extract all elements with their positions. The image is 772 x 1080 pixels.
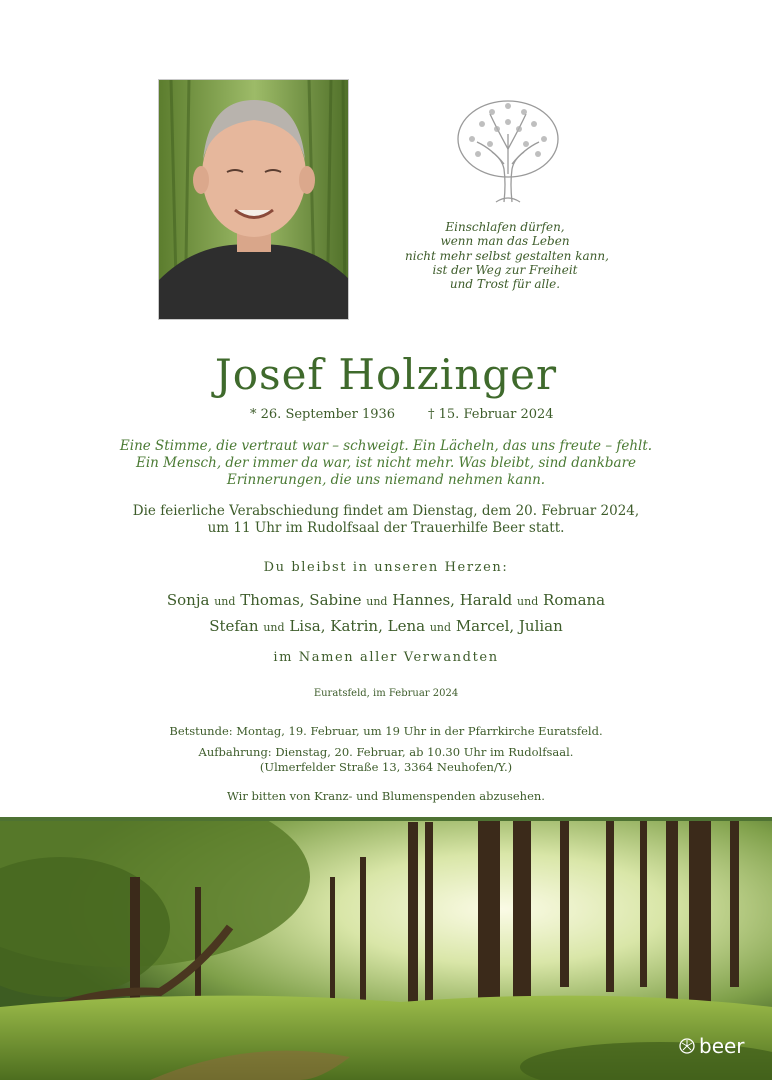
beer-logo xyxy=(678,1034,745,1058)
conjunction: und xyxy=(214,595,236,608)
mourner-names: Hannes, Harald xyxy=(392,591,513,609)
ceremony-announcement xyxy=(0,503,772,537)
forest-image xyxy=(0,817,772,1080)
portrait-photo xyxy=(158,79,349,320)
forest-illustration xyxy=(0,817,772,1080)
birth-date: * 26. September 1936 xyxy=(250,407,396,422)
memorial-verse xyxy=(0,438,772,489)
verse-line: Erinnerungen, die uns niemand nehmen kann. xyxy=(226,472,546,488)
mourner-names: Stefan xyxy=(209,617,259,635)
quote-line: ist der Weg zur Freiheit xyxy=(432,262,578,277)
death-date: † 15. Februar 2024 xyxy=(428,407,554,422)
verse-line: Eine Stimme, die vertraut war – schweigt. Ein Lächeln, das uns freute – fehlt. xyxy=(119,438,653,454)
quote-line: und Trost für alle. xyxy=(449,277,561,292)
mourner-names: Romana xyxy=(543,591,606,609)
place-date: Euratsfeld, im Februar 2024 xyxy=(313,688,459,699)
deceased-name: Josef Holzinger xyxy=(214,350,558,399)
mourners-row xyxy=(0,591,772,609)
conjunction: und xyxy=(517,595,539,608)
forest-top-border xyxy=(0,817,772,821)
tree-of-life-icon xyxy=(452,94,564,206)
quote-line: wenn man das Leben xyxy=(440,234,570,249)
dandelion-icon xyxy=(678,1037,696,1055)
mourners-row xyxy=(0,617,772,635)
quote-line: nicht mehr selbst gestalten kann, xyxy=(405,248,609,263)
mourner-names: Lisa, Katrin, Lena xyxy=(289,617,426,635)
mourner-names: Sonja xyxy=(166,591,210,609)
mourner-names: Marcel, Julian xyxy=(455,617,563,635)
heart-line: Du bleibst in unseren Herzen: xyxy=(263,560,509,575)
ceremony-line: Die feierliche Verabschiedung findet am Dienstag, dem 20. Februar 2024, xyxy=(132,503,640,519)
address-info: (Ulmerfelder Straße 13, 3364 Neuhofen/Y.) xyxy=(259,760,513,774)
quote-line: Einschlafen dürfen, xyxy=(445,220,565,234)
verse-line: Ein Mensch, der immer da war, ist nicht mehr. Was bleibt, sind dankbare xyxy=(135,455,637,471)
conjunction: und xyxy=(263,621,285,634)
conjunction: und xyxy=(366,595,388,608)
ceremony-line: um 11 Uhr im Rudolfsaal der Trauerhilfe Beer statt. xyxy=(207,520,565,536)
portrait-image xyxy=(159,80,349,320)
relatives-line: im Namen aller Verwandten xyxy=(273,650,499,665)
mourner-names: Thomas, Sabine xyxy=(240,591,362,609)
prayer-info: Betstunde: Montag, 19. Februar, um 19 Uhr in der Pfarrkirche Euratsfeld. xyxy=(169,724,603,738)
memorial-quote xyxy=(405,220,609,292)
conjunction: und xyxy=(429,621,452,634)
logo-text: beer xyxy=(699,1034,745,1058)
lying-in-state-info: Aufbahrung: Dienstag, 20. Februar, ab 10.30 Uhr im Rudolfsaal. xyxy=(198,745,574,759)
donation-request: Wir bitten von Kranz- und Blumenspenden abzusehen. xyxy=(227,789,545,803)
